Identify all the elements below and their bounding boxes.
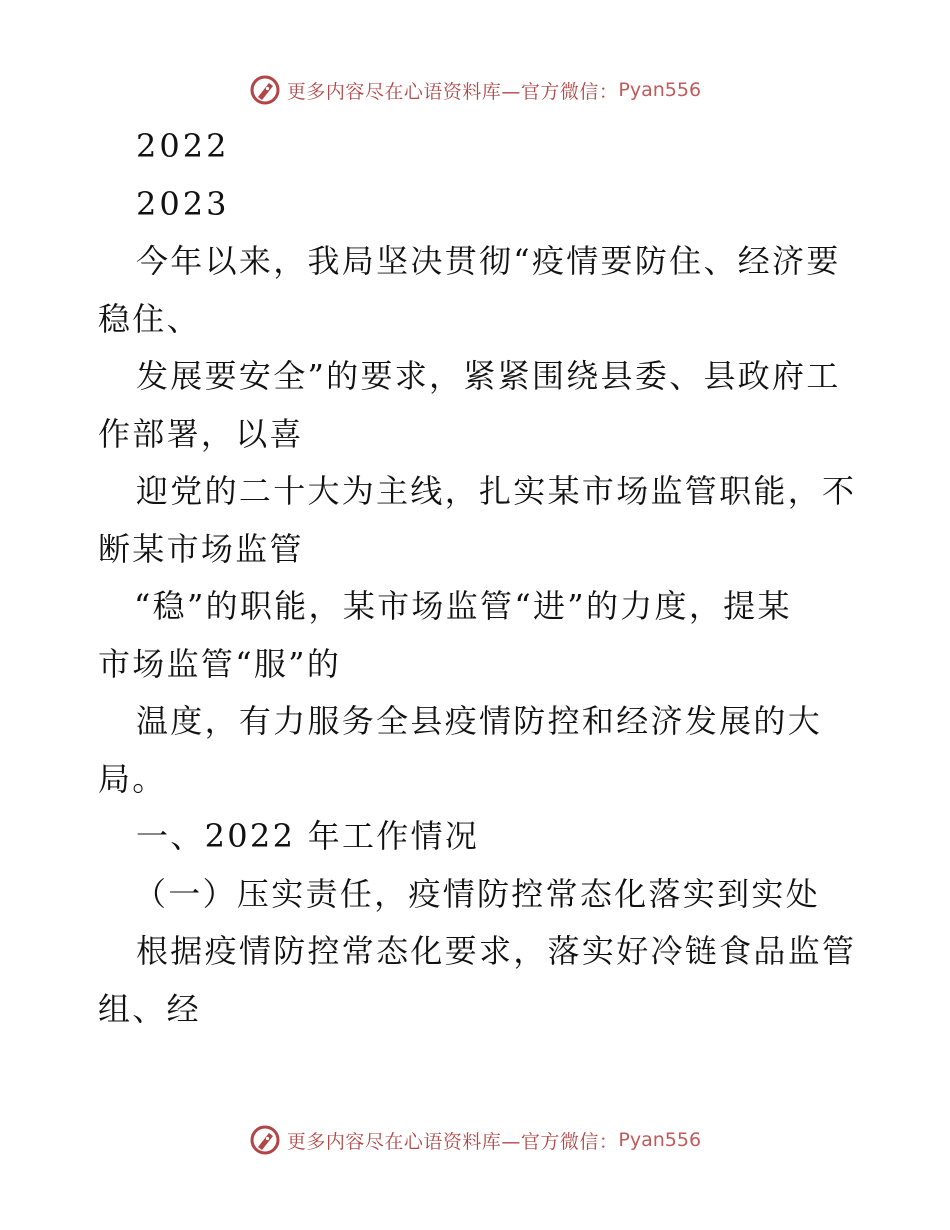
pen-nib-circle-icon (249, 1124, 281, 1156)
watermark-wechat-id: Pyan556 (618, 79, 702, 101)
text-line: 作部署，以喜 (98, 414, 304, 453)
text-line: 迎党的二十大为主线，扎实某市场监管职能，不 (136, 472, 857, 510)
text-line: 温度，有力服务全县疫情防控和经济发展的大 (136, 702, 823, 740)
text-line: 2023 (136, 184, 230, 223)
text-line: 市场监管“服”的 (98, 644, 342, 683)
watermark-text: 更多内容尽在心语资料库—官方微信： (286, 1130, 619, 1153)
document-body (98, 118, 858, 1038)
text-line: 2022 (136, 127, 230, 165)
watermark-wechat-id: Pyan556 (618, 1129, 702, 1151)
subsection-heading: （一）压实责任，疫情防控常态化落实到实处 (134, 874, 821, 913)
text-line: “稳”的职能，某市场监管“进”的力度，提某 (134, 587, 792, 625)
text-line: 发展要安全”的要求，紧紧围绕县委、县政府工 (136, 357, 841, 395)
text-line: 今年以来，我局坚决贯彻“疫情要防住、经济要 (136, 242, 841, 280)
text-line: 稳住、 (98, 299, 201, 338)
text-line: 局。 (98, 759, 167, 798)
watermark-footer (0, 1120, 950, 1160)
pen-nib-circle-icon (249, 74, 281, 106)
watermark-text: 更多内容尽在心语资料库—官方微信： (286, 80, 619, 103)
text-line: 根据疫情防控常态化要求，落实好冷链食品监管 (136, 932, 857, 970)
watermark-header (0, 70, 950, 110)
section-heading: 一、2022 年工作情况 (136, 817, 480, 855)
text-line: 组、经 (98, 989, 201, 1028)
text-line: 断某市场监管 (98, 529, 304, 568)
